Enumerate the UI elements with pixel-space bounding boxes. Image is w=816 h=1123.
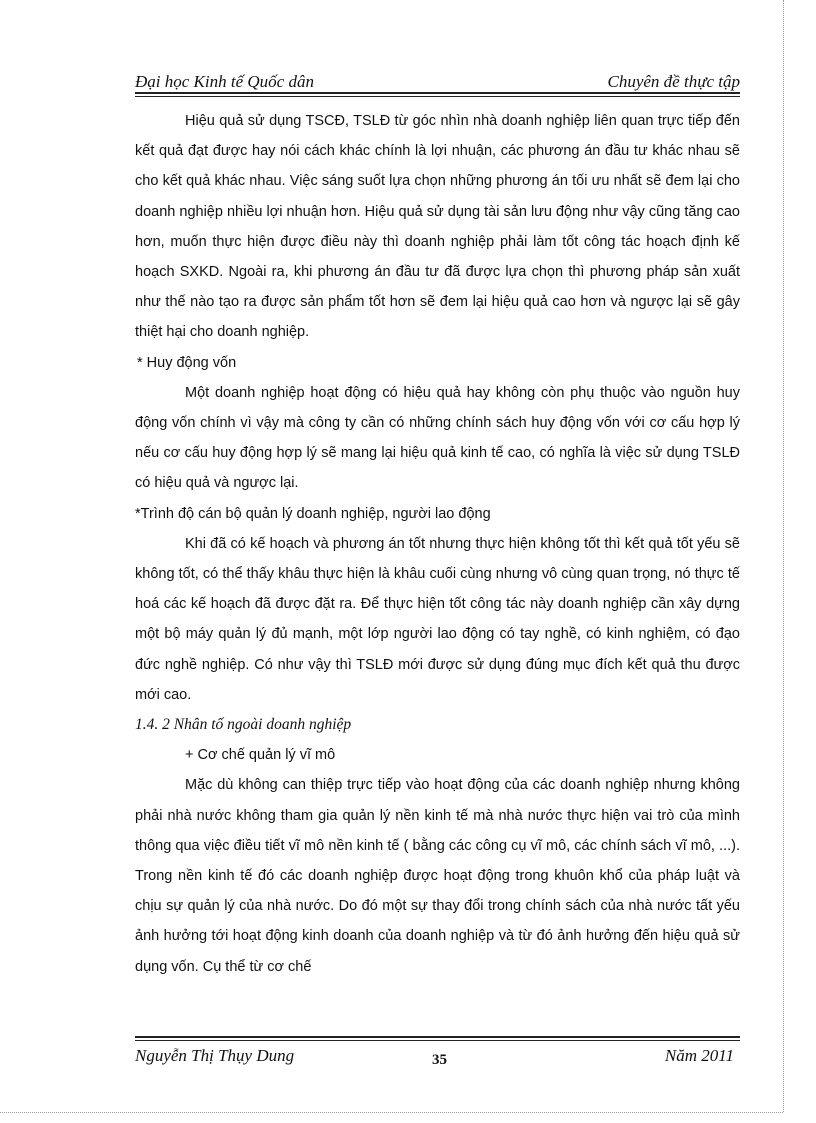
subheading-capital: * Huy động vốn (137, 354, 237, 371)
paragraph: Mặc dù không can thiệp trực tiếp vào hoạt động của các doanh nghiệp nhưng không phải nhà nước không tham gia quản lý nền kinh tế mà nhà nước thực hiện vai trò của mình thông qua việc điều tiết vĩ mô nền kinh tế ( bằng các công cụ vĩ mô, các chính sách vĩ mô, ...). Trong nền kinh tế đó các doanh nghiệp được hoạt động trong khuôn khổ của pháp luật và chịu sự quản lý của nhà nước. Do đó một sự thay đổi trong chính sách của nhà nước tất yếu ảnh hưởng tới hoạt động kinh doanh của doanh nghiệp và từ đó ảnh hưởng đến hiệu quả sử dụng vốn. Cụ thể từ cơ chế (135, 777, 740, 975)
footer-author: Nguyễn Thị Thụy Dung (135, 1046, 295, 1065)
paragraph: Một doanh nghiệp hoạt động có hiệu quả hay không còn phụ thuộc vào nguồn huy động vốn chính vì vậy mà công ty cần có những chính sách huy động vốn với cơ cấu hợp lý nếu cơ cấu huy động hợp lý sẽ mang lại hiệu quả kinh tế cao, có nghĩa là việc sử dụng TSLĐ có hiệu quả và ngược lại. (135, 384, 740, 492)
page-footer (135, 1036, 740, 1076)
subheading-macro: + Cơ chế quản lý vĩ mô (185, 747, 336, 764)
section-heading: 1.4. 2 Nhân tố ngoài doanh nghiệp (135, 716, 352, 734)
page-border-right (783, 0, 784, 1112)
header-rule-thin (135, 96, 740, 97)
header-university: Đại học Kinh tế Quốc dân (135, 72, 314, 91)
header-rule (135, 92, 740, 94)
body-text (135, 106, 740, 982)
footer-rule (135, 1036, 740, 1038)
footer-year: Năm 2011 (664, 1046, 734, 1065)
page-header (135, 68, 740, 94)
subheading-staff: *Trình độ cán bộ quản lý doanh nghiệp, người lao động (135, 505, 491, 522)
page-border-bottom (0, 1112, 783, 1113)
paragraph: Khi đã có kế hoạch và phương án tốt nhưng thực hiện không tốt thì kết quả tốt yếu sẽ không tốt, có thể thấy khâu thực hiện là khâu cuối cùng nhưng vô cùng quan trọng, nó thực tế hoá các kế hoạch đã được đặt ra. Để thực hiện tốt công tác này doanh nghiệp cần xây dựng một bộ máy quản lý đủ mạnh, một lớp người lao động có tay nghề, có kinh nghiệm, có đạo đức nghề nghiệp. Có như vậy thì TSLĐ mới được sử dụng đúng mục đích kết quả thu được mới cao. (135, 535, 740, 703)
paragraph: Hiệu quả sử dụng TSCĐ, TSLĐ từ góc nhìn nhà doanh nghiệp liên quan trực tiếp đến kết quả đạt được hay nói cách khác chính là lợi nhuận, các phương án đầu tư khác nhau sẽ cho kết quả khác nhau. Việc sáng suốt lựa chọn những phương án tối ưu nhất sẽ đem lại cho doanh nghiệp nhiều lợi nhuận hơn. Hiệu quả sử dụng tài sản lưu động như vậy cũng tăng cao hơn, muốn thực hiện được điều này thì doanh nghiệp phải làm tốt công tác hoạch định kế hoạch SXKD. Ngoài ra, khi phương án đầu tư đã được lựa chọn thì phương pháp sản xuất như thế nào tạo ra được sản phẩm tốt hơn sẽ đem lại hiệu quả cao hơn và ngược lại sẽ gây thiệt hại cho doanh nghiệp. (135, 113, 740, 341)
header-document-type: Chuyên đề thực tập (607, 72, 740, 91)
footer-rule-thin (135, 1040, 740, 1041)
page-number: 35 (432, 1052, 447, 1068)
